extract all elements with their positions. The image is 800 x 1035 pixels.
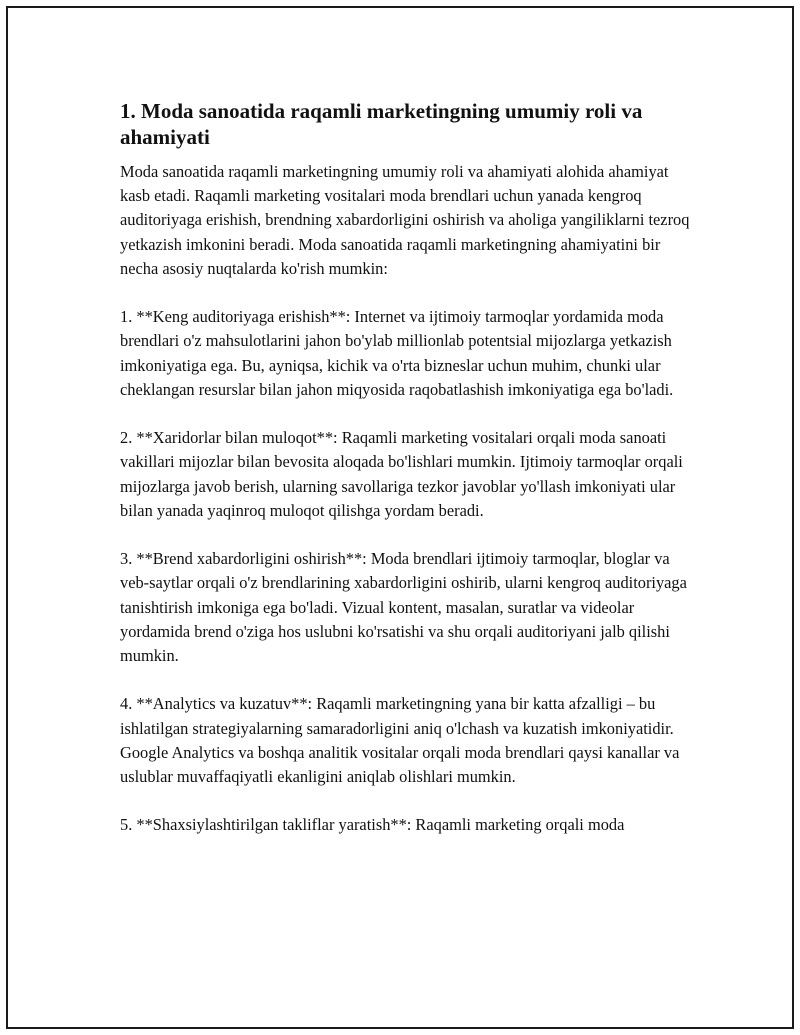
intro-paragraph: Moda sanoatida raqamli marketingning umumiy roli va ahamiyati alohida ahamiyat kasb etadi. Raqamli marketing vositalari moda brendlari uchun yanada kengroq auditoriyaga erishish, brendning xabardorligini oshirish va aholiga yangiliklarni tezroq yetkazish imkonini beradi. Moda sanoatida raqamli marketingning ahamiyatini bir necha asosiy nuqtalarda ko'rish mumkin: bbox=[120, 162, 690, 278]
document-body bbox=[120, 98, 700, 862]
point-2-paragraph: 2. **Xaridorlar bilan muloqot**: Raqamli marketing vositalari orqali moda sanoati vakillari mijozlar bilan bevosita aloqada bo'lishlari mumkin. Ijtimoiy tarmoqlar orqali mijozlarga javob berish, ularning savollariga tezkor javoblar yo'llash imkoniyati ular bilan yanada yaqinroq muloqot qilishga yordam beradi. bbox=[120, 428, 683, 520]
point-3-paragraph: 3. **Brend xabardorligini oshirish**: Moda brendlari ijtimoiy tarmoqlar, bloglar va veb-saytlar orqali o'z brendlarining xabardorligini oshirib, ularni kengroq auditoriyaga tanishtirish imkoniga ega bo'ladi. Vizual kontent, masalan, suratlar va videolar yordamida brend o'ziga hos uslubni ko'rsatishi va shu orqali auditoriyani jalb qilishi mumkin. bbox=[120, 549, 687, 666]
page-frame bbox=[6, 6, 794, 1029]
point-1-paragraph: 1. **Keng auditoriyaga erishish**: Internet va ijtimoiy tarmoqlar yordamida moda brendlari o'z mahsulotlarini jahon bo'ylab millionlab potentsial mijozlarga yetkazish imkoniyatiga ega. Bu, ayniqsa, kichik va o'rta bizneslar uchun muhim, chunki ular cheklangan resurslar bilan jahon miqyosida raqobatlashish imkoniyatiga ega bo'ladi. bbox=[120, 307, 674, 399]
point-4-paragraph: 4. **Analytics va kuzatuv**: Raqamli marketingning yana bir katta afzalligi – bu ishlatilgan strategiyalarning samaradorligini aniq o'lchash va kuzatish imkoniyatidir. Google Analytics va boshqa analitik vositalar orqali moda brendlari qaysi kanallar va uslublar muvaffaqiyatli ekanligini aniqlab olishlari mumkin. bbox=[120, 694, 680, 787]
point-5-paragraph: 5. **Shaxsiylashtirilgan takliflar yaratish**: Raqamli marketing orqali moda bbox=[120, 815, 625, 835]
section-heading: 1. Moda sanoatida raqamli marketingning umumiy roli va ahamiyati bbox=[120, 99, 643, 149]
